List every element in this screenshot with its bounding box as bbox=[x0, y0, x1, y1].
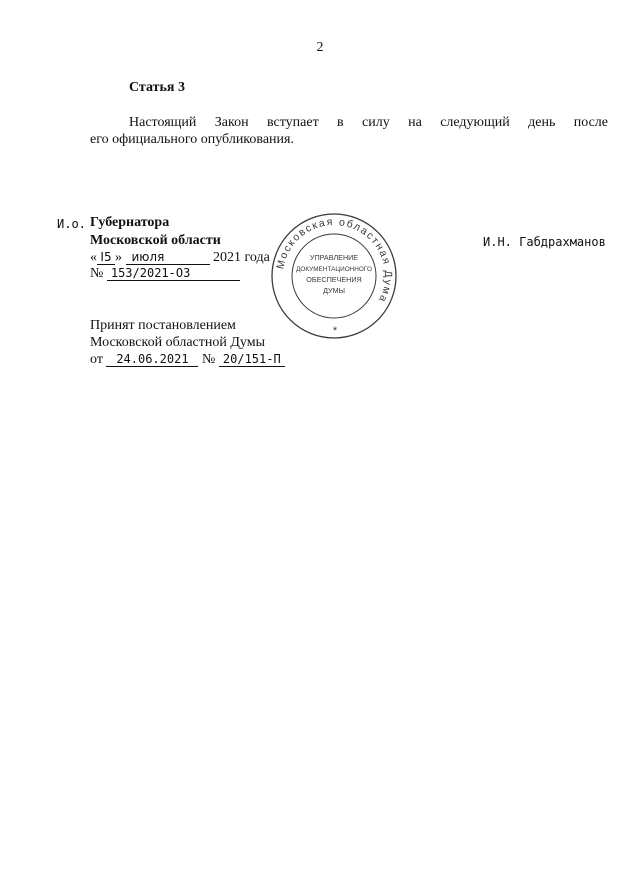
stamp-ring-text: Московская областная Дума bbox=[274, 215, 395, 306]
body-line-1: Настоящий Закон вступает в силу на следующий день после bbox=[129, 115, 608, 130]
stamp-center-line-3: ОБЕСПЕЧЕНИЯ bbox=[306, 275, 362, 284]
body-line-2: его официального опубликования. bbox=[90, 132, 294, 147]
stamp-center-line-4: ДУМЫ bbox=[323, 286, 345, 295]
adopted-number-sign: № bbox=[201, 352, 216, 367]
number-sign: № bbox=[90, 266, 104, 281]
duma-stamp bbox=[269, 211, 399, 341]
signing-year: 2021 года bbox=[213, 250, 270, 265]
article-body bbox=[90, 114, 608, 148]
adopted-number: 20/151-П bbox=[219, 352, 285, 367]
signer-name: И.Н. Габдрахманов bbox=[483, 235, 606, 249]
close-quote: » bbox=[115, 250, 122, 265]
adopted-line-1: Принят постановлением bbox=[90, 318, 236, 333]
stamp-center-line-1: УПРАВЛЕНИЕ bbox=[309, 253, 359, 262]
law-number-value: 153/2021-ОЗ bbox=[107, 266, 240, 281]
article-title: Статья 3 bbox=[129, 80, 185, 95]
adopted-date: 24.06.2021 bbox=[106, 352, 198, 367]
adopted-from-label: от bbox=[90, 352, 103, 367]
signing-month: июля bbox=[126, 250, 210, 265]
governor-title-line-1: Губернатора bbox=[90, 215, 170, 230]
governor-title-line-2: Московской области bbox=[90, 233, 221, 248]
stamp-star: * bbox=[332, 325, 338, 337]
law-number bbox=[90, 266, 240, 282]
stamp-center-line-2: ДОКУМЕНТАЦИОННОГО bbox=[296, 266, 372, 273]
page-number: 2 bbox=[316, 40, 324, 55]
signing-day: I5 bbox=[97, 250, 115, 265]
acting-prefix: И.о. bbox=[57, 217, 86, 231]
open-quote: « bbox=[90, 250, 97, 265]
signing-date bbox=[90, 250, 270, 266]
adopted-line-3 bbox=[90, 352, 285, 368]
adopted-line-2: Московской областной Думы bbox=[90, 335, 265, 350]
